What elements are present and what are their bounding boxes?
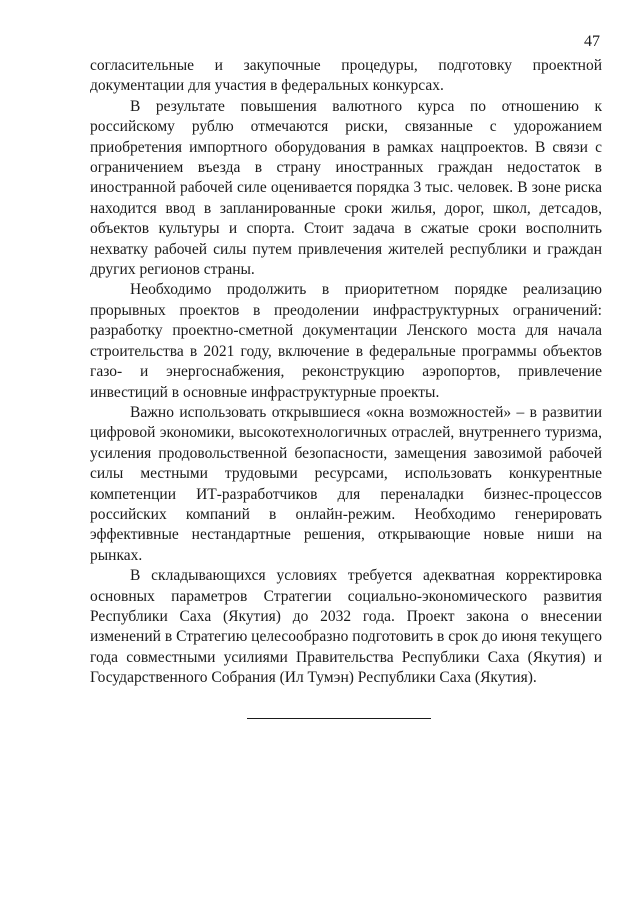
end-of-text-divider bbox=[247, 718, 431, 719]
paragraph-windows-of-opportunity: Важно использовать открывшиеся «окна возможностей» – в развитии цифровой экономики, высокотехнологичных отраслей, внутреннего туризма, усиления продовольственной безопасности, замещения завозимой рабочей силы местными трудовыми ресурсами, использовать конкурентные компетенции ИТ-разработчиков для переналадки бизнес-процессов российских компаний в онлайн-режим. Необходимо генерировать эффективные нестандартные решения, открывающие новые ниши на рынках. bbox=[90, 403, 602, 564]
paragraph-infrastructure-projects: Необходимо продолжить в приоритетном порядке реализацию прорывных проектов в преодолении инфраструктурных ограничений: разработку проектно-сметной документации Ленского моста для начала строительства в 2021 году, включение в федеральные программы объектов газо- и энергоснабжения, реконструкцию аэропортов, привлечение инвестиций в основные инфраструктурные проекты. bbox=[90, 281, 602, 401]
document-body bbox=[90, 56, 602, 689]
page-number: 47 bbox=[584, 33, 600, 50]
paragraph-continuation: согласительные и закупочные процедуры, подготовку проектной документации для участия в федеральных конкурсах. bbox=[90, 57, 602, 95]
paragraph-currency-risks: В результате повышения валютного курса по отношению к российскому рублю отмечаются риски, связанные с удорожанием приобретения импортного оборудования в рамках нацпроектов. В связи с ограничением въезда в страну иностранных граждан недостаток в иностранной рабочей силе оценивается порядка 3 тыс. человек. В зоне риска находится ввод в запланированные сроки жилья, дорог, школ, детсадов, объектов культуры и спорта. Стоит задача в сжатые сроки восполнить нехватку рабочей силы путем привлечения жителей республики и граждан других регионов страны. bbox=[90, 97, 602, 279]
paragraph-strategy-adjustment: В складывающихся условиях требуется адекватная корректировка основных параметров Стратегии социально-экономического развития Республики Саха (Якутия) до 2032 года. Проект закона о внесении изменений в Стратегию целесообразно подготовить в срок до июня текущего года совместными усилиями Правительства Республики Саха (Якутия) и Государственного Собрания (Ил Тумэн) Республики Саха (Якутия). bbox=[90, 567, 602, 687]
